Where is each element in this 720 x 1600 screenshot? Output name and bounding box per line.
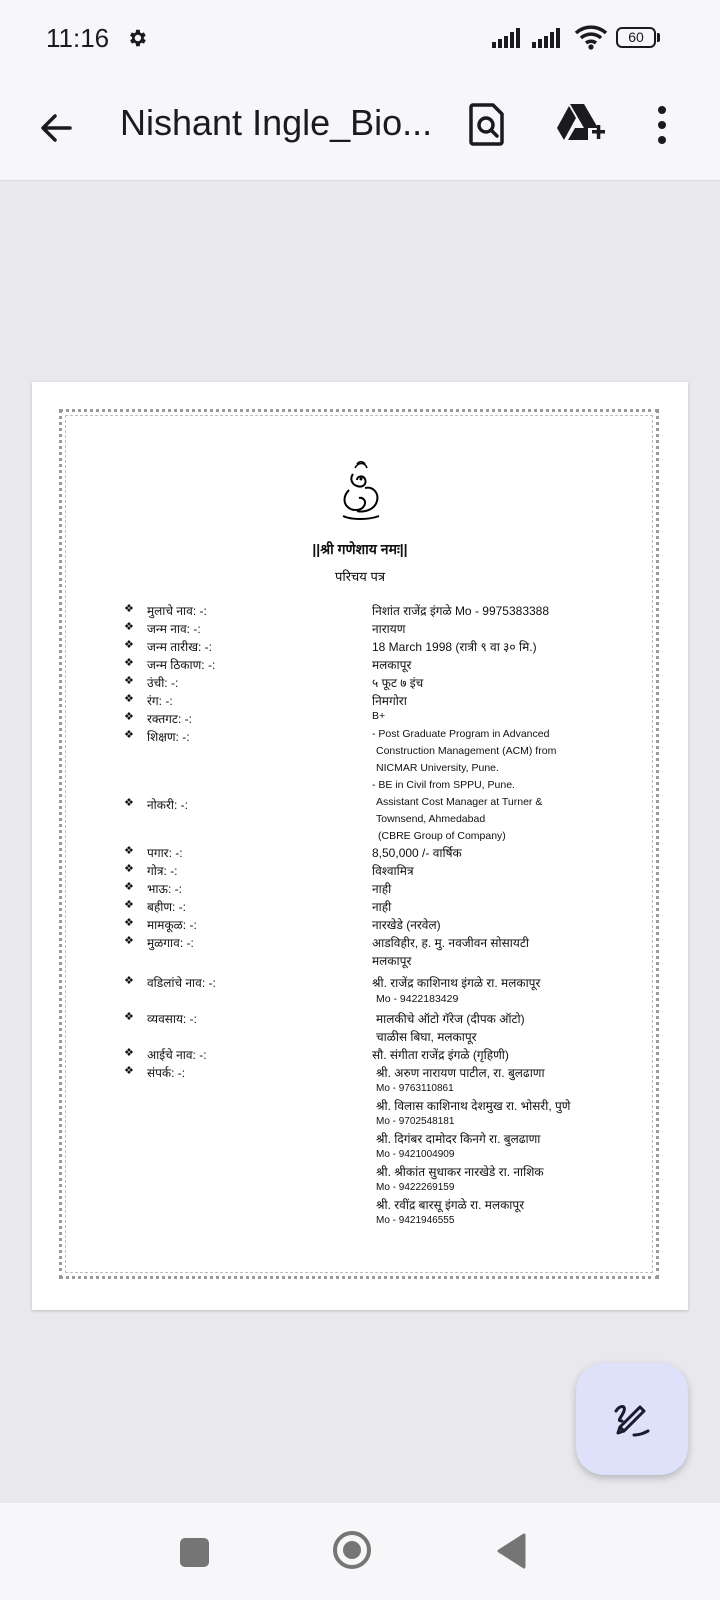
bullet-icon: ❖ (124, 603, 134, 615)
bullet-icon: ❖ (124, 899, 134, 911)
bullet-icon: ❖ (124, 621, 134, 633)
field-label: पगार: -: (147, 846, 183, 860)
field-label: रंग: -: (147, 694, 173, 708)
field-value: 18 March 1998 (रात्री ९ वा ३० मि.) (372, 640, 537, 654)
field-label: संपर्क: -: (147, 1066, 186, 1080)
bullet-icon: ❖ (124, 729, 134, 741)
field-value-line: Mo - 9702548181 (376, 1116, 455, 1127)
field-label: भाऊ: -: (147, 882, 182, 896)
field-label: मामकूळ: -: (147, 918, 197, 932)
system-nav-bar (0, 1503, 720, 1600)
field-value: - Post Graduate Program in Advanced (372, 728, 550, 740)
field-value: श्री. अरुण नारायण पाटील, रा. बुलढाणा (376, 1066, 545, 1080)
field-value: B+ (372, 710, 386, 722)
back-arrow-icon[interactable] (36, 108, 76, 148)
field-label: जन्म नाव: -: (147, 622, 201, 636)
recent-apps-button[interactable] (180, 1538, 209, 1567)
field-value: नाही (372, 900, 392, 914)
edit-pen-icon (610, 1397, 654, 1441)
signal-icon (492, 28, 524, 48)
field-value: श्री. राजेंद्र काशिनाथ इंगळे रा. मलकापूर (372, 976, 541, 990)
bullet-icon: ❖ (124, 1047, 134, 1059)
field-value: ५ फूट ७ इंच (372, 676, 424, 690)
bullet-icon: ❖ (124, 797, 134, 809)
bullet-icon: ❖ (124, 693, 134, 705)
field-label: मुळगाव: -: (147, 936, 194, 950)
field-value: मालकीचे ऑटो गॅरेज (दीपक ऑटो) (376, 1012, 525, 1026)
status-time: 11:16 (46, 23, 110, 53)
field-value-line: NICMAR University, Pune. (376, 762, 499, 774)
field-value: 8,50,000 /- वार्षिक (372, 846, 462, 860)
field-value: नाही (372, 882, 392, 896)
wifi-icon (574, 24, 608, 50)
doc-heading: ||श्री गणेशाय नमः|| (312, 541, 408, 557)
field-value-line: Townsend, Ahmedabad (376, 813, 486, 825)
drive-add-icon[interactable] (556, 102, 606, 144)
document-title: Nishant Ingle_Bio... (120, 102, 433, 143)
bullet-icon: ❖ (124, 639, 134, 651)
battery-level: 60 (628, 29, 644, 45)
field-value: विश्वामित्र (372, 864, 414, 878)
bullet-icon: ❖ (124, 863, 134, 875)
field-label: नोकरी: -: (147, 798, 188, 812)
field-value-line: Mo - 9763110861 (376, 1083, 454, 1094)
battery-icon (616, 27, 656, 48)
field-label: उंची: -: (147, 676, 179, 690)
field-label: व्यवसाय: -: (147, 1012, 197, 1026)
field-value-line: Mo - 9421946555 (376, 1215, 455, 1226)
field-value: Assistant Cost Manager at Turner & (376, 796, 543, 808)
field-value-line: चाळीस बिघा, मलकापूर (376, 1030, 477, 1044)
field-value-line: श्री. दिगंबर दामोदर किनगे रा. बुलढाणा (376, 1132, 541, 1146)
document-page[interactable] (32, 382, 688, 1310)
field-label: बहीण: -: (147, 900, 187, 914)
bullet-icon: ❖ (124, 917, 134, 929)
bullet-icon: ❖ (124, 881, 134, 893)
field-label: जन्म ठिकाण: -: (147, 658, 216, 672)
back-triangle-icon[interactable] (496, 1533, 526, 1569)
ganesh-logo (339, 460, 383, 522)
field-value-line: (CBRE Group of Company) (378, 830, 506, 842)
field-value-line: Mo - 9422269159 (376, 1182, 455, 1193)
signal-icon-2 (532, 28, 564, 48)
edit-fab-button[interactable] (576, 1363, 688, 1475)
field-label: शिक्षण: -: (147, 730, 190, 744)
document-search-icon[interactable] (468, 102, 506, 146)
field-label: मुलाचे नाव: -: (147, 604, 207, 618)
field-value: निमगोरा (372, 694, 407, 708)
bullet-icon: ❖ (124, 1065, 134, 1077)
field-label: आईचे नाव: -: (147, 1048, 207, 1062)
field-label: रक्तगट: -: (147, 712, 192, 726)
home-button[interactable] (333, 1531, 371, 1569)
field-value: नारायण (372, 622, 406, 636)
bullet-icon: ❖ (124, 935, 134, 947)
app-bar (0, 80, 720, 181)
field-value-line: Mo - 9422183429 (376, 993, 459, 1005)
field-value: सौ. संगीता राजेंद्र इंगळे (गृहिणी) (372, 1048, 509, 1062)
field-value: नारखेडे (नरवेल) (372, 918, 441, 932)
field-value-line: श्री. विलास काशिनाथ देशमुख रा. भोसरी, पुणे (376, 1099, 571, 1113)
doc-subheading: परिचय पत्र (334, 569, 386, 584)
more-vertical-icon[interactable] (652, 104, 672, 148)
field-label: जन्म तारीख: -: (147, 640, 213, 654)
bullet-icon: ❖ (124, 975, 134, 987)
field-value-line: मलकापूर (372, 954, 412, 968)
field-value: आडविहीर, ह. मु. नवजीवन सोसायटी (372, 936, 529, 950)
bullet-icon: ❖ (124, 657, 134, 669)
status-bar (0, 0, 720, 80)
field-value-line: Mo - 9421004909 (376, 1149, 455, 1160)
battery-tip (657, 33, 660, 42)
field-value-line: Construction Management (ACM) from (376, 745, 557, 757)
field-value-line: श्री. रवींद्र बारसू इंगळे रा. मलकापूर (376, 1198, 525, 1212)
field-label: वडिलांचे नाव: -: (147, 976, 216, 990)
field-value: निशांत राजेंद्र इंगळे Mo - 9975383388 (372, 604, 550, 618)
field-value: मलकापूर (372, 658, 412, 672)
field-value-line: श्री. श्रीकांत सुधाकर नारखेडे रा. नाशिक (376, 1165, 544, 1179)
settings-gear-icon (126, 27, 148, 49)
bullet-icon: ❖ (124, 675, 134, 687)
bullet-icon: ❖ (124, 1011, 134, 1023)
field-value-line: - BE in Civil from SPPU, Pune. (372, 779, 515, 791)
field-label: गोत्र: -: (147, 864, 178, 878)
bullet-icon: ❖ (124, 711, 134, 723)
bullet-icon: ❖ (124, 845, 134, 857)
